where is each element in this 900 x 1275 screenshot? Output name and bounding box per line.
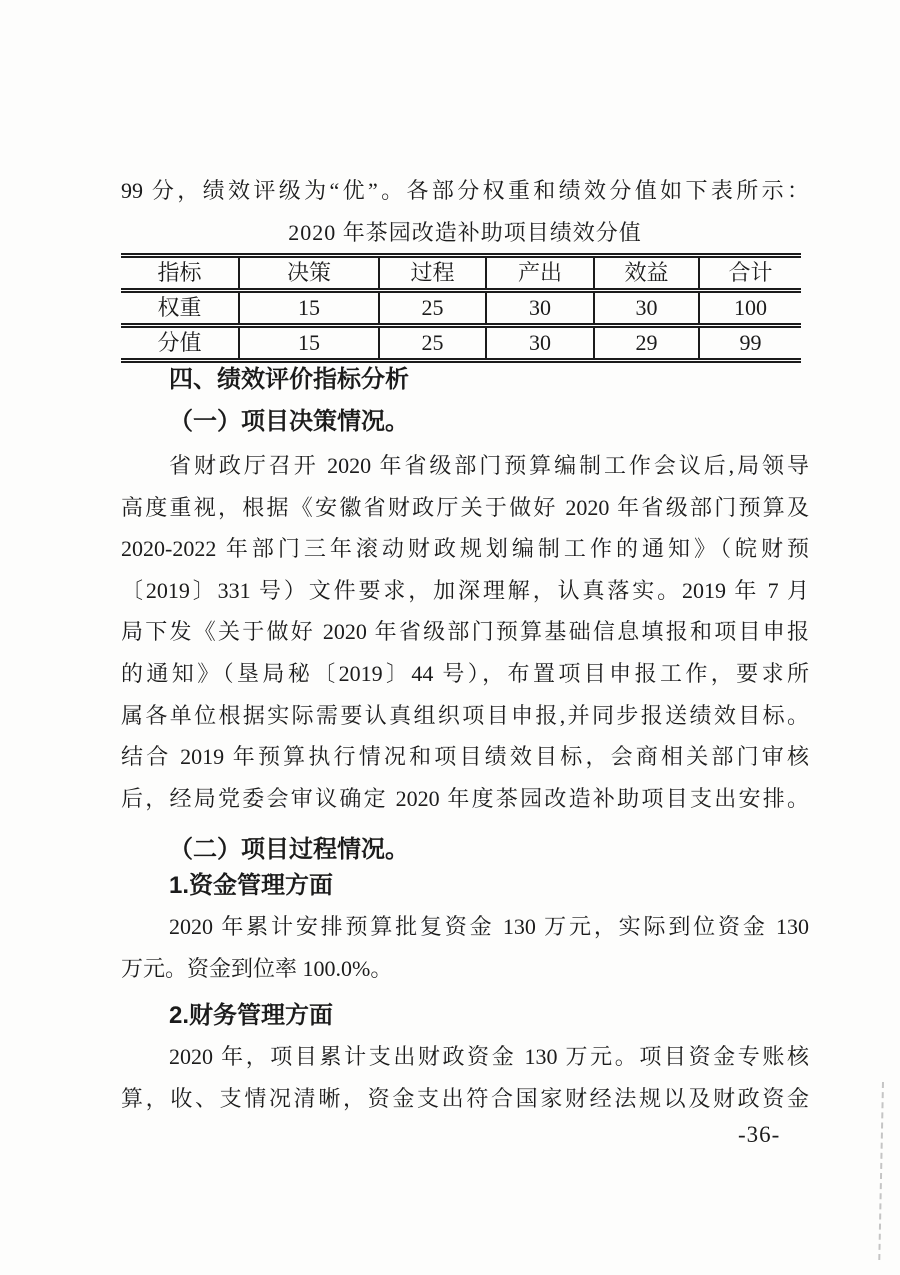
- row-label: 权重: [121, 291, 239, 326]
- body-line: 高度重视，根据《安徽省财政厅关于做好 2020 年省级部门预算及: [121, 494, 809, 520]
- page-number: -36-: [738, 1122, 781, 1147]
- body-line: 结合 2019 年预算执行情况和项目绩效目标，会商相关部门审核: [121, 744, 809, 770]
- table-header-cell: 指标: [121, 256, 239, 291]
- body-line: 的通知》（垦局秘〔2019〕44 号），布置项目申报工作，要求所: [121, 660, 809, 686]
- subsection-1-heading: （一）项目决策情况。: [169, 408, 409, 435]
- score-table: [121, 253, 801, 363]
- body-line: 2020 年累计安排预算批复资金 130 万元，实际到位资金 130: [169, 914, 809, 939]
- table-cell: 30: [594, 291, 699, 326]
- body-line: 局下发《关于做好 2020 年省级部门预算基础信息填报和项目申报: [121, 619, 809, 645]
- subsection-2-heading: （二）项目过程情况。: [169, 836, 409, 863]
- table-header-cell: 合计: [699, 256, 801, 291]
- table-cell: 25: [379, 326, 486, 361]
- body-line: 2020 年，项目累计支出财政资金 130 万元。项目资金专账核: [169, 1044, 809, 1069]
- table-cell: 30: [486, 326, 594, 361]
- table-cell: 15: [239, 326, 379, 361]
- table-header-cell: 过程: [379, 256, 486, 291]
- table-row-weight: [121, 291, 801, 326]
- body-line: 省财政厅召开 2020 年省级部门预算编制工作会议后,局领导: [169, 453, 809, 478]
- table-cell: 29: [594, 326, 699, 361]
- table-cell: 99: [739, 329, 762, 355]
- table-header-cell: 决策: [239, 256, 379, 291]
- body-line: 万元。资金到位率 100.0%。: [121, 955, 393, 981]
- intro-line: 99 分，绩效评级为“优”。各部分权重和绩效分值如下表所示：: [121, 178, 809, 203]
- body-line: 〔2019〕331 号）文件要求，加深理解，认真落实。2019 年 7 月: [121, 577, 809, 603]
- body-line: 属各单位根据实际需要认真组织项目申报,并同步报送绩效目标。: [121, 702, 809, 728]
- table-row-score: [121, 326, 801, 361]
- row-label: 分值: [121, 326, 239, 361]
- table-header-cell: 产出: [486, 256, 594, 291]
- table-header-row: [121, 256, 801, 291]
- subsection-2-2-heading: 2.财务管理方面: [169, 1002, 334, 1029]
- table-title: 2020 年茶园改造补助项目绩效分值: [288, 220, 642, 245]
- body-line: 后，经局党委会审议确定 2020 年度茶园改造补助项目支出安排。: [121, 785, 809, 811]
- table-cell: 30: [486, 291, 594, 326]
- paragraph-finance: [121, 1036, 809, 1119]
- scan-artifact-line: [878, 1082, 884, 1260]
- table-cell: 25: [379, 291, 486, 326]
- paragraph-decision: [121, 445, 809, 819]
- body-line: 2020-2022 年部门三年滚动财政规划编制工作的通知》（皖财预: [121, 536, 809, 562]
- table-cell: 15: [239, 291, 379, 326]
- table-header-cell: 效益: [594, 256, 699, 291]
- subsection-2-1-heading: 1.资金管理方面: [169, 872, 334, 899]
- table-cell: 100: [699, 291, 801, 326]
- body-line: 算，收、支情况清晰，资金支出符合国家财经法规以及财政资金: [121, 1085, 809, 1111]
- paragraph-funds: [121, 906, 809, 989]
- section-heading-4: 四、绩效评价指标分析: [169, 366, 409, 393]
